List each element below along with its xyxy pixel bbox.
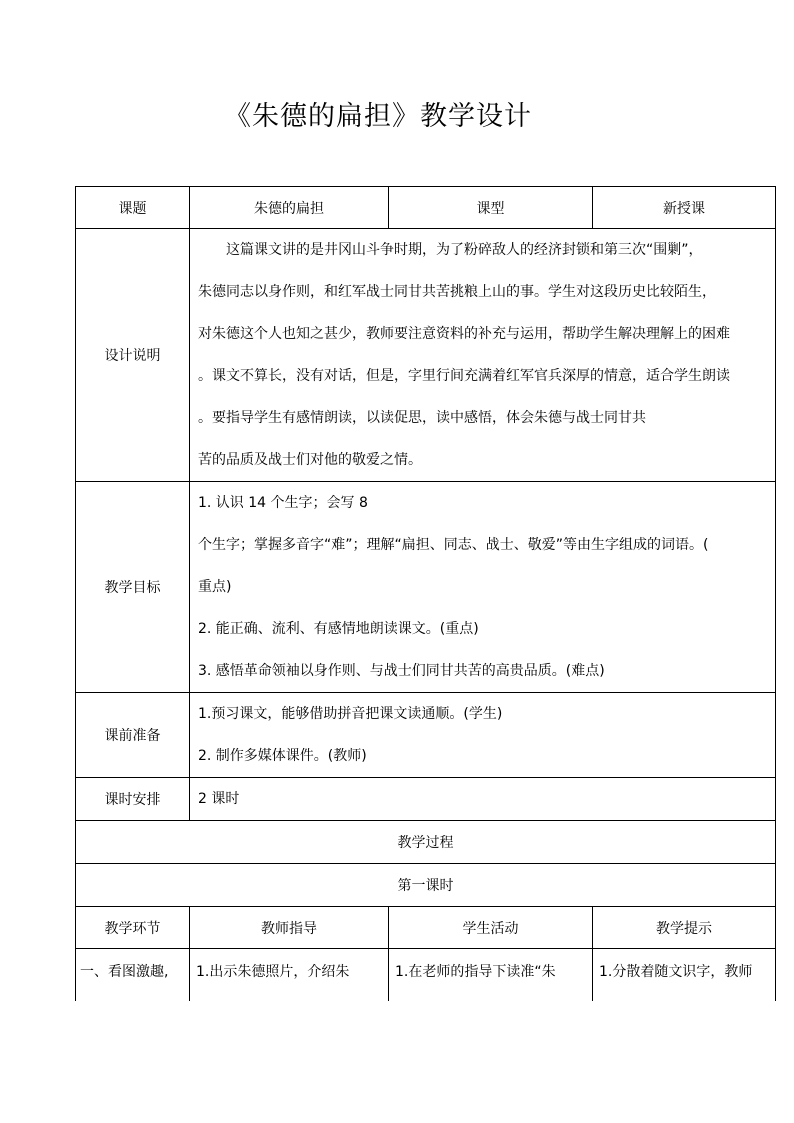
preparation-content — [190, 693, 776, 778]
topic-value: 朱德的扁担 — [190, 187, 389, 229]
preparation-line: 2. 制作多媒体课件。(教师) — [198, 748, 367, 764]
objective-line: 3. 感悟革命领袖以身作则、与战士们同甘共苦的高贵品质。(难点) — [198, 663, 605, 679]
design-note-line: 朱德同志以身作则，和红军战士同甘共苦挑粮上山的事。学生对这段历史比较陌生， — [198, 284, 716, 300]
process-heading-row — [76, 821, 776, 864]
preparation-line: 1.预习课文，能够借助拼音把课文读通顺。(学生) — [198, 706, 503, 722]
preparation-label: 课前准备 — [76, 693, 190, 778]
design-note-label: 设计说明 — [76, 229, 190, 482]
topic-row — [76, 187, 776, 229]
process-heading: 教学过程 — [76, 821, 776, 864]
design-note-line: 这篇课文讲的是井冈山斗争时期，为了粉碎敌人的经济封锁和第三次“围剿”， — [226, 242, 703, 258]
design-note-line: 。课文不算长，没有对话，但是，字里行间充满着红军官兵深厚的情意，适合学生朗读 — [198, 368, 730, 384]
objective-line: 2. 能正确、流利、有感情地朗读课文。(重点) — [198, 621, 479, 637]
objective-line: 重点) — [198, 579, 232, 595]
design-note-content — [190, 229, 776, 482]
column-teacher: 教师指导 — [190, 907, 389, 949]
schedule-text: 2 课时 — [198, 791, 240, 807]
tips-cell: 1.分散着随文识字，教师 — [593, 949, 776, 1001]
objectives-row — [76, 482, 776, 693]
design-note-line: 对朱德这个人也知之甚少，教师要注意资料的补充与运用，帮助学生解决理解上的困难 — [198, 326, 730, 342]
teacher-cell: 1.出示朱德照片，介绍朱 — [190, 949, 389, 1001]
design-note-line: 。要指导学生有感情朗读，以读促思，读中感悟，体会朱德与战士同甘共 — [198, 410, 646, 426]
schedule-label: 课时安排 — [76, 778, 190, 821]
lesson-heading: 第一课时 — [76, 864, 776, 907]
objective-line: 个生字；掌握多音字“难”；理解“扁担、同志、战士、敬爱”等由生字组成的词语。( — [198, 537, 709, 553]
student-cell: 1.在老师的指导下读准“朱 — [389, 949, 593, 1001]
objectives-label: 教学目标 — [76, 482, 190, 693]
lesson-plan-table — [75, 186, 776, 1001]
schedule-row — [76, 778, 776, 821]
column-tips: 教学提示 — [593, 907, 776, 949]
design-note-row — [76, 229, 776, 482]
stage-cell: 一、看图激趣, — [76, 949, 190, 1001]
column-student: 学生活动 — [389, 907, 593, 949]
objective-line: 1. 认识 14 个生字；会写 8 — [198, 495, 368, 511]
objectives-content — [190, 482, 776, 693]
table-row — [76, 949, 776, 1001]
lesson-heading-row — [76, 864, 776, 907]
lesson-type-value: 新授课 — [593, 187, 776, 229]
topic-label: 课题 — [76, 187, 190, 229]
design-note-line: 苦的品质及战士们对他的敬爱之情。 — [198, 452, 422, 468]
preparation-row — [76, 693, 776, 778]
column-stage: 教学环节 — [76, 907, 190, 949]
schedule-value — [190, 778, 776, 821]
column-header-row — [76, 907, 776, 949]
document-title: 《朱德的扁担》教学设计 — [224, 101, 532, 132]
lesson-type-label: 课型 — [389, 187, 593, 229]
